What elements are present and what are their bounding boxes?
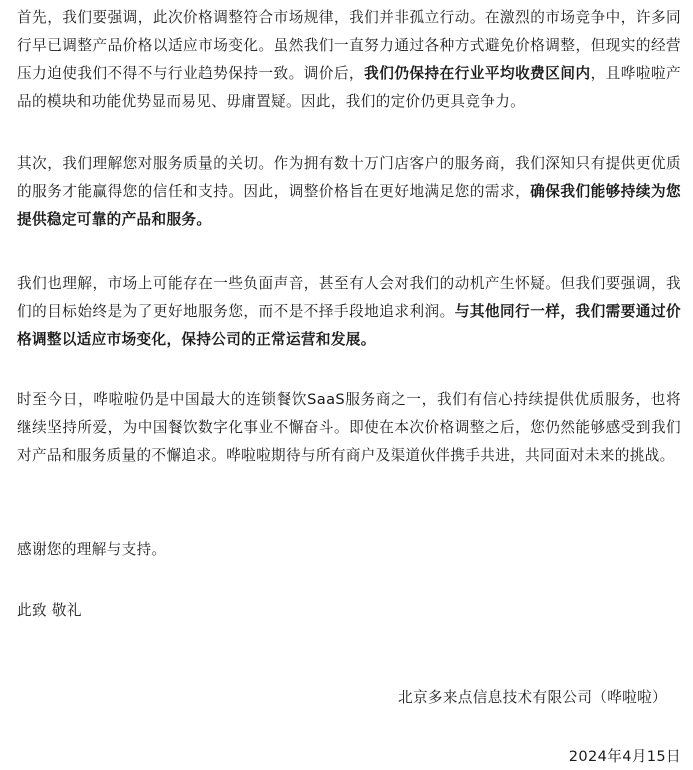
paragraph-text: 其次，我们理解您对服务质量的关切。作为拥有数十万门店客户的服务商，我们深知只有提供更优质的服务才能赢得您的信任和支持。因此，调整价格旨在更好地满足您的需求， xyxy=(17,155,681,200)
paragraph-text: 我们也理解，市场上可能存在一些负面声音，甚至有人会对我们的动机产生怀疑。但我们要强调，我们的目标始终是为了更好地服务您，而不是不择手段地追求利润。 xyxy=(17,275,681,320)
paragraph-price-adjustment xyxy=(17,4,681,116)
bold-emphasis: 与其他同行一样，我们需要通过价格调整以适应市场变化，保持公司的正常运营和发展。 xyxy=(17,303,681,348)
bold-emphasis: 确保我们能够持续为您提供稳定可靠的产品和服务。 xyxy=(17,183,681,228)
paragraph-text: ，且哗啦啦产品的模块和功能优势显而易见、毋庸置疑。因此，我们的定价仍更具竞争力。 xyxy=(17,65,681,110)
paragraph-text: 首先，我们要强调，此次价格调整符合市场规律，我们并非孤立行动。在激烈的市场竞争中，许多同行早已调整产品价格以适应市场变化。虽然我们一直努力通过各种方式避免价格调整，但现实的经营压力迫使我们不得不与行业趋势保持一致。调价后， xyxy=(17,9,681,82)
paragraph-negative-voices xyxy=(17,270,681,354)
closing-salutation: 此致 敬礼 xyxy=(17,602,82,619)
paragraph-service-quality xyxy=(17,150,681,234)
company-signature: 北京多来点信息技术有限公司（哗啦啦） xyxy=(398,689,667,706)
paragraph-commitment: 时至今日，哗啦啦仍是中国最大的连锁餐饮SaaS服务商之一，我们有信心持续提供优质服务，也将继续坚持所爱，为中国餐饮数字化事业不懈奋斗。即使在本次价格调整之后，您仍然能够感受到我们对产品和服务质量的不懈追求。哗啦啦期待与所有商户及渠道伙伴携手共进，共同面对未来的挑战。 xyxy=(17,391,681,464)
letter-date: 2024年4月15日 xyxy=(568,748,681,765)
bold-emphasis: 我们仍保持在行业平均收费区间内 xyxy=(364,65,591,82)
paragraph-thanks: 感谢您的理解与支持。 xyxy=(17,541,167,558)
